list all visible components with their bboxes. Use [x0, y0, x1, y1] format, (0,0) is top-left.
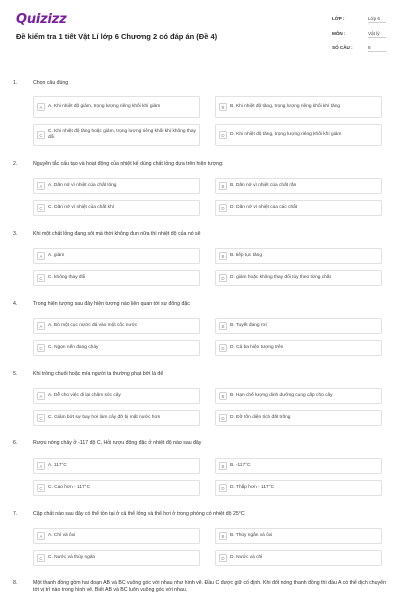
answer-option[interactable] — [215, 318, 382, 334]
option-letter-badge: C — [37, 274, 45, 282]
option-letter-badge: A — [37, 392, 45, 400]
question-text: Chọn câu đúng — [33, 80, 69, 86]
option-letter-badge: C — [37, 344, 45, 352]
option-text: A. 117°C — [48, 462, 67, 468]
option-letter-badge: B — [219, 322, 227, 330]
question-number: 5. — [13, 371, 18, 377]
option-letter-badge: C — [37, 131, 45, 139]
question-text: Khi trồng chuối hoặc mía người ta thường phạt bớt lá để — [33, 371, 164, 377]
answer-option[interactable] — [215, 410, 382, 426]
answer-option[interactable] — [215, 124, 382, 146]
option-letter-badge: B — [219, 462, 227, 470]
answer-option[interactable] — [33, 388, 200, 404]
option-letter-badge: B — [219, 252, 227, 260]
option-letter-badge: C — [37, 204, 45, 212]
meta-class — [332, 16, 386, 24]
answer-option[interactable] — [33, 200, 200, 216]
option-text: C. Dãn nở vì nhiệt của chất khí — [48, 204, 115, 210]
option-text: B. Tuyết đang rơi — [230, 322, 267, 328]
option-letter-badge: B — [219, 103, 227, 111]
answer-option[interactable] — [215, 528, 382, 544]
answer-option[interactable] — [215, 178, 382, 194]
option-text: D. Dãn nở vì nhiệt của các chất — [230, 204, 298, 210]
option-text: D. giảm hoặc không thay đổi tùy theo từng chất — [230, 274, 331, 280]
option-letter-badge: D — [219, 344, 227, 352]
option-text: A. giảm — [48, 252, 65, 258]
question-number: 4. — [13, 301, 18, 307]
option-text: C. không thay đổi — [48, 274, 86, 280]
answer-option[interactable] — [33, 318, 200, 334]
question-text: Một thanh đồng gồm hai đoạn AB và BC vuông góc với nhau như hình vẽ. Đầu C được giữ cố định. Khi đốt nóng thanh đồng thì đầu A có thể dịch chuyển tới vị trí nào trong hình vẽ. Biết AB và BC luôn vuông góc với nhau. — [33, 580, 386, 594]
option-letter-badge: C — [37, 484, 45, 492]
answer-option[interactable] — [215, 270, 382, 286]
document-title: Đề kiểm tra 1 tiết Vật Lí lớp 6 Chương 2 có đáp án (Đề 4) — [16, 32, 218, 41]
option-letter-badge: D — [219, 204, 227, 212]
meta-count-label: SỐ CÂU : — [332, 45, 353, 50]
option-text: D. Khi nhiệt độ tăng, trọng lượng riêng khối khí giảm — [230, 131, 342, 137]
meta-subject-value: Vật lý — [368, 31, 386, 38]
option-text: C. Nước và thủy ngân — [48, 554, 96, 560]
option-text: B. Thủy ngân và ôxi — [230, 532, 273, 538]
option-letter-badge: A — [37, 252, 45, 260]
option-letter-badge: D — [219, 554, 227, 562]
answer-option[interactable] — [33, 410, 200, 426]
option-text: B. Khi nhiệt độ tăng, trọng lượng riêng khối khí tăng — [230, 103, 341, 109]
option-text: B. -117°C — [230, 462, 251, 468]
option-letter-badge: B — [219, 392, 227, 400]
option-letter-badge: C — [37, 414, 45, 422]
option-letter-badge: A — [37, 182, 45, 190]
option-letter-badge: A — [37, 103, 45, 111]
answer-option[interactable] — [33, 340, 200, 356]
option-text: B. tiếp tục tăng — [230, 252, 262, 258]
question-number: 3. — [13, 231, 18, 237]
answer-option[interactable] — [33, 480, 200, 496]
option-text: D. Đỡ tốn diện tích đất trồng — [230, 414, 291, 420]
option-text: A. Chì và ôxi — [48, 532, 76, 538]
option-text: D. Thấp hơn - 117°C — [230, 484, 275, 490]
answer-option[interactable] — [215, 480, 382, 496]
meta-subject-label: MÔN : — [332, 31, 346, 36]
option-letter-badge: A — [37, 462, 45, 470]
question-number: 6. — [13, 440, 18, 446]
answer-option[interactable] — [215, 550, 382, 566]
option-text: C. Khi nhiệt độ tăng hoặc giảm, trọng lượng riêng khối khí không thay đổi — [48, 128, 196, 140]
option-text: C. Giảm bớt sự bay hơi làm cây đỡ bị mất nước hơn — [48, 414, 161, 420]
meta-count — [332, 45, 386, 53]
option-letter-badge: B — [219, 182, 227, 190]
question-number: 2. — [13, 161, 18, 167]
question-number: 7. — [13, 511, 18, 517]
option-text: C. Ngọn nến đang cháy — [48, 344, 99, 350]
question-text: Khi một chất lỏng đang sôi mà thời không đun nữa thì nhiệt độ của nó sẽ — [33, 231, 201, 237]
option-text: D. Cả ba hiện tượng trên — [230, 344, 284, 350]
answer-option[interactable] — [33, 458, 200, 474]
question-text: Nguyên tắc cấu tạo và hoạt động của nhiệt kế dùng chất lỏng dựa trên hiện tượng: — [33, 161, 224, 167]
option-letter-badge: A — [37, 532, 45, 540]
answer-option[interactable] — [33, 550, 200, 566]
answer-option[interactable] — [33, 528, 200, 544]
answer-option[interactable] — [215, 96, 382, 118]
option-letter-badge: B — [219, 532, 227, 540]
answer-option[interactable] — [33, 248, 200, 264]
option-letter-badge: A — [37, 322, 45, 330]
meta-subject — [332, 31, 386, 39]
option-text: B. Dãn nở vì nhiệt của chất rắn — [230, 182, 297, 188]
answer-option[interactable] — [215, 340, 382, 356]
question-text: Rượu nóng chảy ở -117 độ C. Hỏi rượu đông đặc ở nhiệt độ nào sau đây — [33, 440, 202, 446]
question-text: Trong hiện tượng sau đây hiện tượng nào liên quan tới sự đông đặc — [33, 301, 190, 307]
option-letter-badge: D — [219, 131, 227, 139]
option-text: A. Bỏ một cục nước đá vào một cốc nước — [48, 322, 138, 328]
option-letter-badge: D — [219, 414, 227, 422]
option-text: C. Cao hơn - 117°C — [48, 484, 91, 490]
option-text: B. Hạn chế lượng dinh dưỡng cung cấp cho cây — [230, 392, 333, 398]
quizizz-logo: Quizizz — [16, 12, 67, 27]
answer-option[interactable] — [33, 270, 200, 286]
option-letter-badge: C — [37, 554, 45, 562]
option-letter-badge: D — [219, 484, 227, 492]
option-text: A. Dễ cho việc đi lại chăm sóc cây — [48, 392, 121, 398]
answer-option[interactable] — [215, 388, 382, 404]
answer-option[interactable] — [215, 458, 382, 474]
answer-option[interactable] — [215, 200, 382, 216]
option-text: D. Nước và chì — [230, 554, 263, 560]
question-number: 8. — [13, 580, 18, 586]
meta-class-label: LỚP : — [332, 16, 345, 21]
answer-option[interactable] — [33, 124, 200, 146]
meta-class-value: Lớp 6 — [368, 16, 386, 23]
answer-option[interactable] — [33, 96, 200, 118]
option-letter-badge: D — [219, 274, 227, 282]
option-text: A. Khi nhiệt độ giảm, trọng lượng riêng khối khí giảm — [48, 103, 161, 109]
answer-option[interactable] — [33, 178, 200, 194]
option-text: A. Dãn nở vì nhiệt của chất lỏng — [48, 182, 117, 188]
question-number: 1. — [13, 80, 18, 86]
answer-option[interactable] — [215, 248, 382, 264]
meta-count-value: 8 — [368, 45, 386, 52]
question-text: Cặp chất nào sau đây có thể tồn tại ở cả thể lỏng và thể hơi ở trong phòng có nhiệt độ 25°C — [33, 511, 245, 517]
document-header — [0, 0, 400, 64]
